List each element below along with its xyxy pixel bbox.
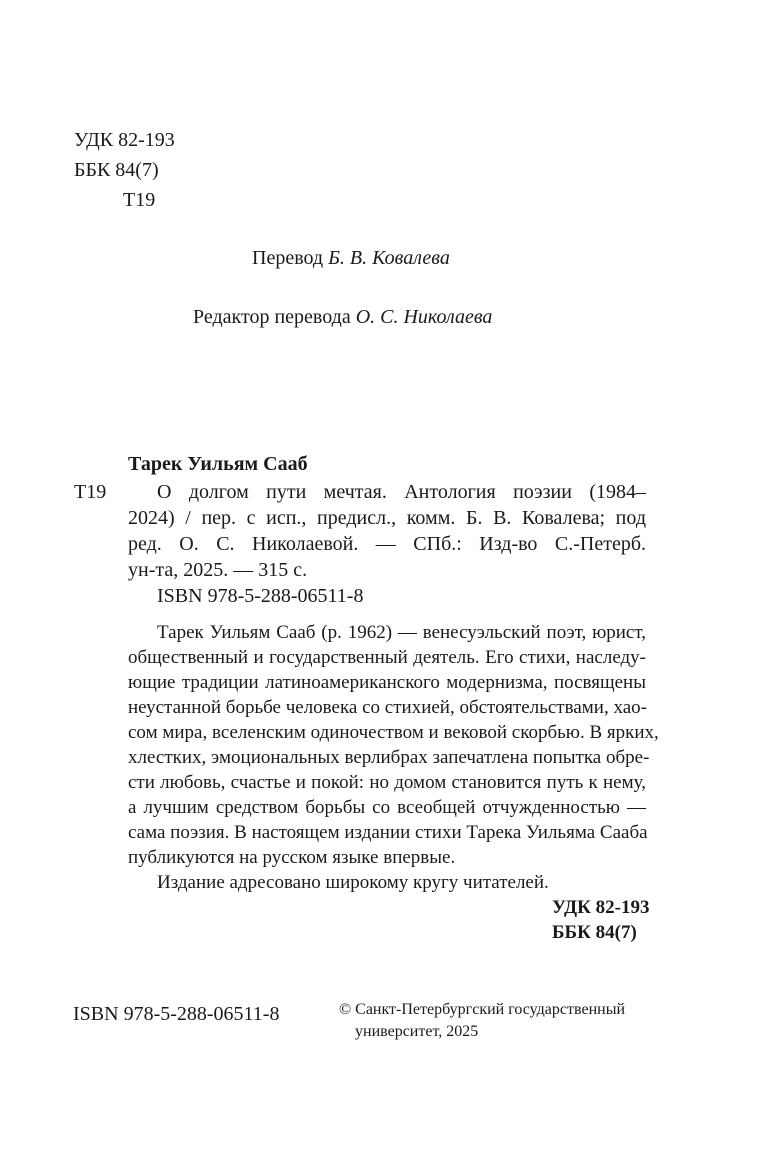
bottom-udk: УДК 82-193 xyxy=(552,897,650,918)
annotation-line-8: а лучшим средством борьбы со всеобщей отчужденностью — xyxy=(128,797,646,818)
annotation-line-9: сама поэзия. В настоящем издании стихи Тарека Уильяма Сааба xyxy=(128,822,648,843)
translation-label: Перевод xyxy=(252,247,324,269)
annotation-line-6: хлестких, эмоциональных верлибрах запечатлена попытка обре- xyxy=(128,747,650,768)
translator-name: Б. В. Ковалева xyxy=(328,247,450,269)
catalog-author: Тарек Уильям Сааб xyxy=(128,453,308,475)
author-mark: Т19 xyxy=(123,189,156,211)
editor-name: О. С. Николаева xyxy=(355,306,493,328)
catalog-mark: Т19 xyxy=(74,481,107,503)
copyright-line-1: © Санкт-Петербургский государственный xyxy=(339,1001,625,1018)
bbk-code: ББК 84(7) xyxy=(74,159,159,181)
catalog-line-3: ред. О. С. Николаевой. — СПб.: Изд-во С.-Петерб. xyxy=(128,533,646,555)
editor-label: Редактор перевода xyxy=(193,306,351,328)
catalog-line-4: ун-та, 2025. — 315 с. xyxy=(128,559,308,581)
annotation-line-5: сом мира, вселенским одиночеством и вековой скорбью. В ярких, xyxy=(128,722,659,743)
annotation-line-10: публикуются на русском языке впервые. xyxy=(128,847,456,868)
catalog-line-1: О долгом пути мечтая. Антология поэзии (1984– xyxy=(157,481,646,503)
udk-code: УДК 82-193 xyxy=(74,129,175,151)
annotation-audience: Издание адресовано широкому кругу читателей. xyxy=(157,872,549,893)
annotation-line-1: Тарек Уильям Сааб (р. 1962) — венесуэльский поэт, юрист, xyxy=(157,622,646,643)
annotation-line-7: сти любовь, счастье и покой: но домом становится путь к нему, xyxy=(128,772,646,793)
catalog-line-2: 2024) / пер. с исп., предисл., комм. Б. В. Ковалева; под xyxy=(128,507,646,529)
copyright-line-2: университет, 2025 xyxy=(355,1023,479,1040)
bottom-bbk: ББК 84(7) xyxy=(552,922,637,943)
annotation-line-4: неустанной борьбе человека со стихией, обстоятельствами, хао- xyxy=(128,697,647,718)
translation-credit xyxy=(252,244,450,272)
catalog-isbn: ISBN 978-5-288-06511-8 xyxy=(157,585,364,607)
footer-isbn: ISBN 978-5-288-06511-8 xyxy=(73,1003,280,1025)
annotation-line-2: общественный и государственный деятель. Его стихи, наследу- xyxy=(128,647,646,668)
annotation-line-3: ющие традиции латиноамериканского модернизма, посвящены xyxy=(128,672,646,693)
editor-credit xyxy=(193,303,492,331)
